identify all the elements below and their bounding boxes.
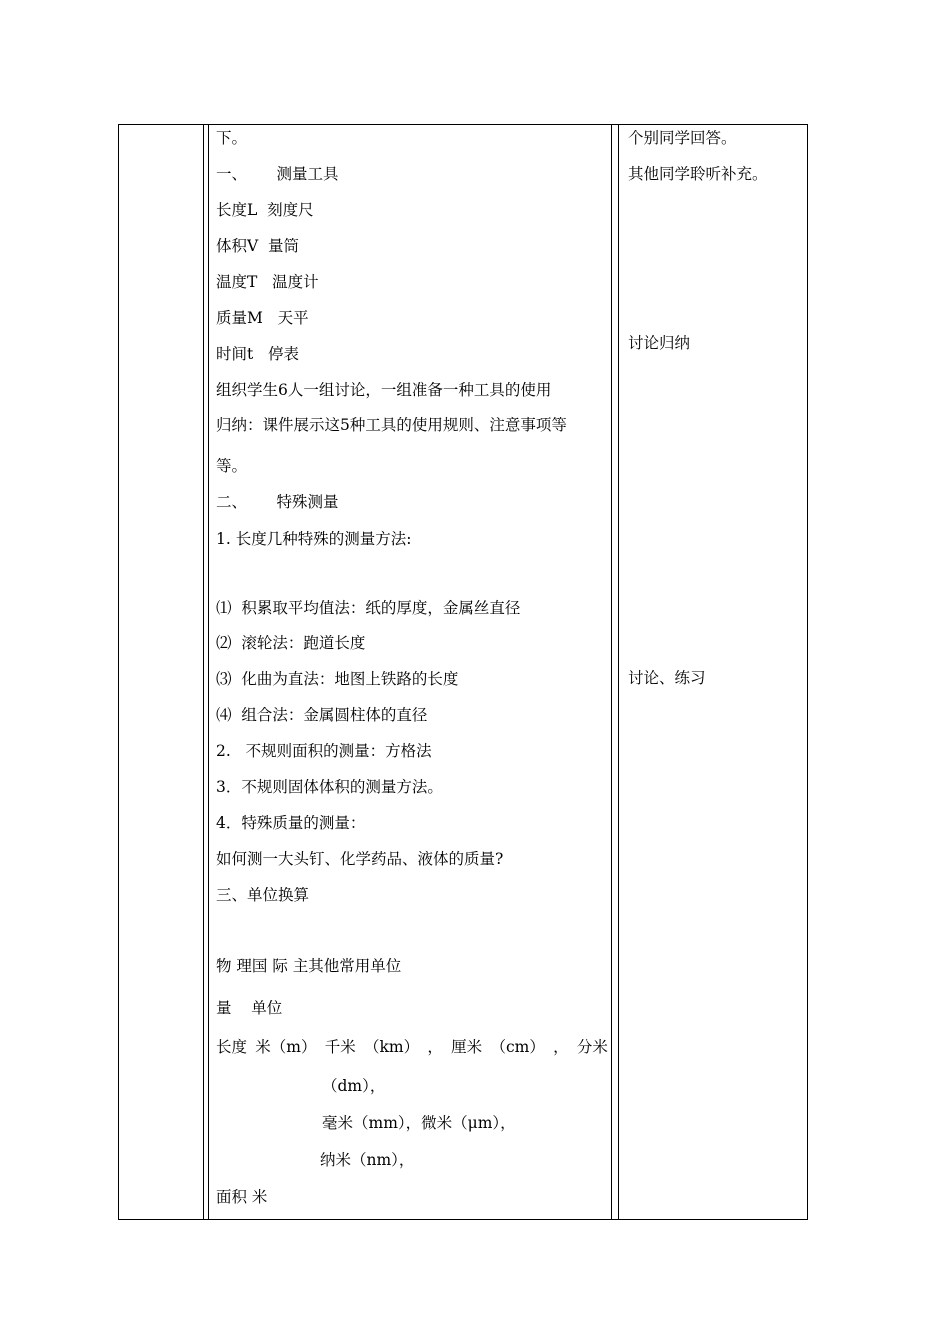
text-line: 等。: [216, 457, 248, 475]
column-divider: [208, 125, 209, 1219]
list-item: ⑷ 组合法：金属圆柱体的直径: [216, 706, 428, 724]
list-item: ⑴ 积累取平均值法：纸的厚度，金属丝直径: [216, 599, 521, 617]
text-line: 温度T 温度计: [216, 273, 319, 291]
column-divider: [203, 125, 204, 1219]
text-line: （dm），: [322, 1077, 386, 1095]
text-line: 如何测一大头钉、化学药品、液体的质量?: [216, 850, 504, 868]
unit-cell: 米（m）: [255, 1038, 317, 1056]
text-line: 归纳：课件展示这5种工具的使用规则、注意事项等: [216, 416, 567, 434]
column-divider: [611, 125, 612, 1219]
text-line: 1. 长度几种特殊的测量方法:: [216, 530, 412, 548]
text-line: 下。: [216, 129, 248, 147]
unit-cell: （cm）: [490, 1038, 545, 1056]
column-divider: [618, 125, 619, 1219]
text-line: 长度L 刻度尺: [216, 201, 314, 219]
unit-cell: 厘米: [451, 1038, 483, 1056]
list-item: ⑶ 化曲为直法：地图上铁路的长度: [216, 670, 459, 688]
unit-row-length: [216, 1037, 608, 1057]
text-line: 纳米（nm），: [320, 1151, 415, 1169]
text-line: 4．特殊质量的测量：: [216, 814, 366, 832]
text-line: 组织学生6人一组讨论，一组准备一种工具的使用: [216, 381, 552, 399]
student-activity: 其他同学聆听补充。: [628, 165, 768, 183]
student-activity: 讨论、练习: [628, 669, 706, 687]
text-line: 体积V 量筒: [216, 237, 300, 255]
unit-cell: ，: [553, 1038, 569, 1056]
student-activity: 个别同学回答。: [628, 129, 737, 147]
unit-cell: ，: [427, 1038, 443, 1056]
text-line: 质量M 天平: [216, 309, 309, 327]
text-line: 3．不规则固体体积的测量方法。: [216, 778, 443, 796]
unit-cell: 长度: [216, 1038, 248, 1056]
text-line: 面积 米: [216, 1188, 268, 1206]
unit-cell: 千米: [324, 1038, 356, 1056]
table-header-line: 物 理国 际 主其他常用单位: [216, 957, 402, 975]
section-heading: 二、 特殊测量: [216, 493, 339, 511]
unit-cell: 分米: [576, 1038, 608, 1056]
text-line: 毫米（mm），微米（μm），: [322, 1114, 516, 1132]
unit-cell: （km）: [364, 1038, 420, 1056]
text-line: 时间t 停表: [216, 345, 300, 363]
text-line: 2. 不规则面积的测量：方格法: [216, 742, 432, 760]
section-heading: 一、 测量工具: [216, 165, 339, 183]
list-item: ⑵ 滚轮法：跑道长度: [216, 634, 366, 652]
student-activity: 讨论归纳: [628, 334, 691, 352]
table-header-line: 量 单位: [216, 999, 283, 1017]
section-heading: 三、单位换算: [216, 886, 310, 904]
